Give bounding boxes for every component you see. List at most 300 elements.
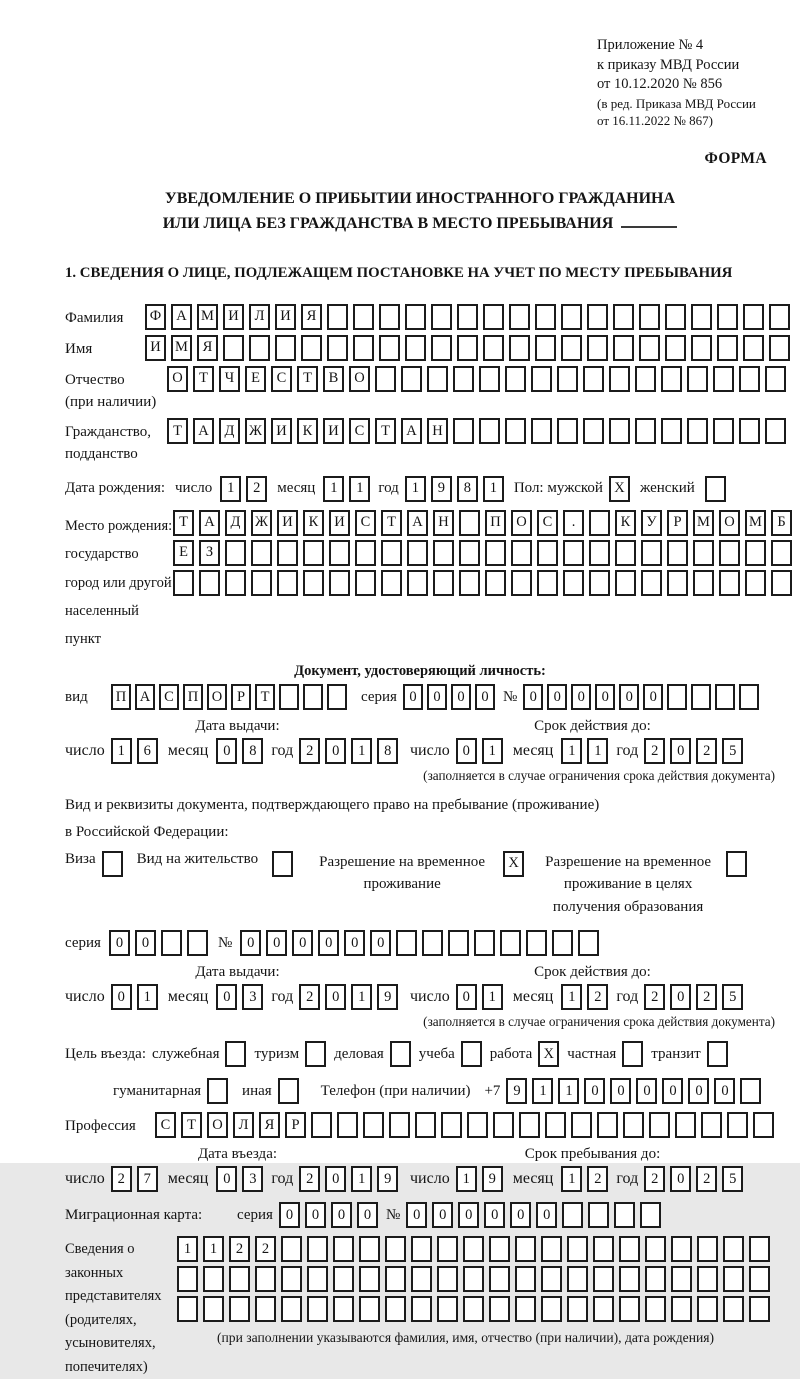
char-cell[interactable]	[671, 1296, 692, 1322]
char-cell[interactable]	[562, 1202, 583, 1228]
char-cell[interactable]	[609, 418, 630, 444]
char-cell[interactable]: Т	[297, 366, 318, 392]
char-cell[interactable]: .	[563, 510, 584, 536]
char-cell[interactable]	[437, 1266, 458, 1292]
char-cell[interactable]: П	[111, 684, 131, 710]
char-cell[interactable]: 1	[561, 1166, 582, 1192]
char-cell[interactable]	[457, 304, 478, 330]
char-cell[interactable]	[593, 1296, 614, 1322]
char-cell[interactable]	[526, 930, 547, 956]
char-cell[interactable]	[563, 540, 584, 566]
char-cell[interactable]: 0	[456, 984, 477, 1010]
char-cell[interactable]	[691, 335, 712, 361]
char-cell[interactable]: 9	[377, 1166, 398, 1192]
char-cell[interactable]	[229, 1296, 250, 1322]
purpose-commercial-checkbox[interactable]	[390, 1041, 411, 1067]
purpose-study-checkbox[interactable]	[461, 1041, 482, 1067]
char-cell[interactable]	[353, 304, 374, 330]
char-cell[interactable]: 0	[135, 930, 156, 956]
char-cell[interactable]	[640, 1202, 661, 1228]
char-cell[interactable]: 1	[349, 476, 370, 502]
char-cell[interactable]	[485, 540, 506, 566]
char-cell[interactable]	[687, 418, 708, 444]
char-cell[interactable]: 2	[299, 738, 320, 764]
char-cell[interactable]: 1	[482, 738, 503, 764]
char-cell[interactable]	[255, 1296, 276, 1322]
char-cell[interactable]	[187, 930, 208, 956]
char-cell[interactable]: 2	[696, 1166, 717, 1192]
char-cell[interactable]	[641, 570, 662, 596]
char-cell[interactable]	[177, 1266, 198, 1292]
char-cell[interactable]: 1	[351, 1166, 372, 1192]
char-cell[interactable]	[597, 1112, 618, 1138]
char-cell[interactable]: 0	[109, 930, 130, 956]
char-cell[interactable]	[613, 304, 634, 330]
char-cell[interactable]	[463, 1236, 484, 1262]
char-cell[interactable]	[535, 335, 556, 361]
char-cell[interactable]: 0	[370, 930, 391, 956]
char-cell[interactable]	[303, 684, 323, 710]
char-cell[interactable]	[571, 1112, 592, 1138]
char-cell[interactable]: 8	[242, 738, 263, 764]
char-cell[interactable]	[671, 1266, 692, 1292]
char-cell[interactable]	[588, 1202, 609, 1228]
char-cell[interactable]	[613, 335, 634, 361]
char-cell[interactable]	[251, 570, 272, 596]
char-cell[interactable]	[531, 366, 552, 392]
char-cell[interactable]	[281, 1236, 302, 1262]
char-cell[interactable]: 0	[344, 930, 365, 956]
char-cell[interactable]	[717, 335, 738, 361]
visa-checkbox[interactable]	[102, 851, 123, 877]
char-cell[interactable]	[500, 930, 521, 956]
char-cell[interactable]: 9	[431, 476, 452, 502]
char-cell[interactable]: М	[745, 510, 766, 536]
char-cell[interactable]	[467, 1112, 488, 1138]
char-cell[interactable]	[355, 540, 376, 566]
char-cell[interactable]	[545, 1112, 566, 1138]
char-cell[interactable]	[511, 570, 532, 596]
char-cell[interactable]: 0	[458, 1202, 479, 1228]
char-cell[interactable]: Я	[301, 304, 322, 330]
char-cell[interactable]: 2	[229, 1236, 250, 1262]
char-cell[interactable]: 0	[636, 1078, 657, 1104]
char-cell[interactable]: И	[277, 510, 298, 536]
char-cell[interactable]: 5	[722, 738, 743, 764]
char-cell[interactable]: 2	[299, 1166, 320, 1192]
char-cell[interactable]: 0	[610, 1078, 631, 1104]
char-cell[interactable]	[303, 540, 324, 566]
char-cell[interactable]	[329, 570, 350, 596]
char-cell[interactable]: Т	[181, 1112, 202, 1138]
char-cell[interactable]	[727, 1112, 748, 1138]
purpose-transit-checkbox[interactable]	[707, 1041, 728, 1067]
char-cell[interactable]: 0	[111, 984, 132, 1010]
char-cell[interactable]	[671, 1236, 692, 1262]
char-cell[interactable]	[379, 304, 400, 330]
char-cell[interactable]	[229, 1266, 250, 1292]
char-cell[interactable]: 9	[377, 984, 398, 1010]
char-cell[interactable]	[281, 1296, 302, 1322]
char-cell[interactable]	[561, 335, 582, 361]
char-cell[interactable]: 0	[643, 684, 663, 710]
char-cell[interactable]	[405, 335, 426, 361]
char-cell[interactable]	[567, 1296, 588, 1322]
char-cell[interactable]	[723, 1236, 744, 1262]
char-cell[interactable]	[333, 1296, 354, 1322]
char-cell[interactable]	[411, 1296, 432, 1322]
char-cell[interactable]: Л	[249, 304, 270, 330]
char-cell[interactable]	[639, 335, 660, 361]
char-cell[interactable]: 0	[406, 1202, 427, 1228]
char-cell[interactable]	[448, 930, 469, 956]
char-cell[interactable]	[355, 570, 376, 596]
char-cell[interactable]	[589, 570, 610, 596]
char-cell[interactable]: 0	[305, 1202, 326, 1228]
char-cell[interactable]: 1	[561, 738, 582, 764]
char-cell[interactable]: Т	[173, 510, 194, 536]
char-cell[interactable]	[743, 304, 764, 330]
char-cell[interactable]	[723, 1266, 744, 1292]
char-cell[interactable]: О	[167, 366, 188, 392]
char-cell[interactable]	[161, 930, 182, 956]
char-cell[interactable]	[645, 1296, 666, 1322]
char-cell[interactable]	[479, 366, 500, 392]
char-cell[interactable]: 1	[561, 984, 582, 1010]
char-cell[interactable]	[583, 366, 604, 392]
char-cell[interactable]: 0	[325, 738, 346, 764]
char-cell[interactable]	[441, 1112, 462, 1138]
char-cell[interactable]	[203, 1266, 224, 1292]
char-cell[interactable]	[557, 366, 578, 392]
char-cell[interactable]	[765, 366, 786, 392]
char-cell[interactable]: 3	[242, 1166, 263, 1192]
char-cell[interactable]: Н	[433, 510, 454, 536]
char-cell[interactable]	[505, 418, 526, 444]
char-cell[interactable]: Р	[231, 684, 251, 710]
char-cell[interactable]	[717, 304, 738, 330]
char-cell[interactable]: О	[207, 684, 227, 710]
char-cell[interactable]	[519, 1112, 540, 1138]
char-cell[interactable]: Ф	[145, 304, 166, 330]
char-cell[interactable]	[275, 335, 296, 361]
char-cell[interactable]	[359, 1296, 380, 1322]
char-cell[interactable]	[635, 366, 656, 392]
char-cell[interactable]: К	[303, 510, 324, 536]
char-cell[interactable]: С	[155, 1112, 176, 1138]
char-cell[interactable]	[415, 1112, 436, 1138]
char-cell[interactable]	[649, 1112, 670, 1138]
char-cell[interactable]	[483, 304, 504, 330]
char-cell[interactable]	[537, 540, 558, 566]
char-cell[interactable]: 1	[323, 476, 344, 502]
char-cell[interactable]: 1	[351, 738, 372, 764]
char-cell[interactable]	[771, 570, 792, 596]
char-cell[interactable]	[567, 1236, 588, 1262]
char-cell[interactable]	[619, 1236, 640, 1262]
char-cell[interactable]: 1	[137, 984, 158, 1010]
char-cell[interactable]	[687, 366, 708, 392]
char-cell[interactable]: С	[271, 366, 292, 392]
char-cell[interactable]: М	[197, 304, 218, 330]
char-cell[interactable]	[691, 304, 712, 330]
char-cell[interactable]	[385, 1296, 406, 1322]
char-cell[interactable]: 2	[696, 738, 717, 764]
char-cell[interactable]	[327, 335, 348, 361]
char-cell[interactable]: И	[271, 418, 292, 444]
char-cell[interactable]	[665, 335, 686, 361]
char-cell[interactable]: 7	[137, 1166, 158, 1192]
char-cell[interactable]: 1	[483, 476, 504, 502]
char-cell[interactable]: 0	[510, 1202, 531, 1228]
sex-male-checkbox[interactable]: X	[609, 476, 630, 502]
char-cell[interactable]: 2	[644, 738, 665, 764]
char-cell[interactable]	[753, 1112, 774, 1138]
purpose-business-checkbox[interactable]	[225, 1041, 246, 1067]
char-cell[interactable]	[433, 540, 454, 566]
char-cell[interactable]: Ч	[219, 366, 240, 392]
purpose-work-checkbox[interactable]: X	[538, 1041, 559, 1067]
temp-residence-education-checkbox[interactable]	[726, 851, 747, 877]
char-cell[interactable]: И	[275, 304, 296, 330]
char-cell[interactable]: И	[323, 418, 344, 444]
char-cell[interactable]: 1	[405, 476, 426, 502]
char-cell[interactable]	[381, 540, 402, 566]
char-cell[interactable]	[593, 1266, 614, 1292]
char-cell[interactable]	[661, 418, 682, 444]
char-cell[interactable]	[743, 335, 764, 361]
purpose-humanitarian-checkbox[interactable]	[207, 1078, 228, 1104]
temp-residence-checkbox[interactable]: X	[503, 851, 524, 877]
char-cell[interactable]: Р	[285, 1112, 306, 1138]
char-cell[interactable]	[515, 1296, 536, 1322]
char-cell[interactable]: 0	[547, 684, 567, 710]
char-cell[interactable]	[541, 1296, 562, 1322]
char-cell[interactable]: 0	[325, 984, 346, 1010]
char-cell[interactable]	[389, 1112, 410, 1138]
char-cell[interactable]	[645, 1236, 666, 1262]
char-cell[interactable]: П	[183, 684, 203, 710]
char-cell[interactable]	[363, 1112, 384, 1138]
char-cell[interactable]	[723, 1296, 744, 1322]
char-cell[interactable]	[251, 540, 272, 566]
char-cell[interactable]: А	[171, 304, 192, 330]
char-cell[interactable]	[203, 1296, 224, 1322]
char-cell[interactable]	[589, 510, 610, 536]
char-cell[interactable]: Т	[167, 418, 188, 444]
char-cell[interactable]	[697, 1236, 718, 1262]
char-cell[interactable]	[541, 1236, 562, 1262]
char-cell[interactable]: З	[199, 540, 220, 566]
char-cell[interactable]	[739, 684, 759, 710]
char-cell[interactable]	[427, 366, 448, 392]
char-cell[interactable]	[401, 366, 422, 392]
char-cell[interactable]: И	[223, 304, 244, 330]
char-cell[interactable]: 0	[216, 738, 237, 764]
char-cell[interactable]	[459, 510, 480, 536]
char-cell[interactable]: 1	[456, 1166, 477, 1192]
char-cell[interactable]: О	[719, 510, 740, 536]
char-cell[interactable]	[619, 1266, 640, 1292]
char-cell[interactable]	[329, 540, 350, 566]
char-cell[interactable]: 0	[475, 684, 495, 710]
char-cell[interactable]	[515, 1266, 536, 1292]
char-cell[interactable]	[583, 418, 604, 444]
char-cell[interactable]: 0	[266, 930, 287, 956]
char-cell[interactable]	[459, 540, 480, 566]
char-cell[interactable]	[307, 1296, 328, 1322]
char-cell[interactable]	[635, 418, 656, 444]
char-cell[interactable]: 8	[457, 476, 478, 502]
char-cell[interactable]: 0	[523, 684, 543, 710]
char-cell[interactable]: С	[159, 684, 179, 710]
char-cell[interactable]	[749, 1236, 770, 1262]
char-cell[interactable]	[697, 1296, 718, 1322]
char-cell[interactable]	[327, 684, 347, 710]
char-cell[interactable]	[511, 540, 532, 566]
char-cell[interactable]: Т	[375, 418, 396, 444]
char-cell[interactable]	[667, 540, 688, 566]
char-cell[interactable]: 2	[696, 984, 717, 1010]
char-cell[interactable]	[493, 1112, 514, 1138]
char-cell[interactable]	[199, 570, 220, 596]
char-cell[interactable]	[578, 930, 599, 956]
char-cell[interactable]	[277, 540, 298, 566]
char-cell[interactable]	[615, 570, 636, 596]
char-cell[interactable]	[561, 304, 582, 330]
char-cell[interactable]: А	[193, 418, 214, 444]
char-cell[interactable]: А	[135, 684, 155, 710]
char-cell[interactable]: 2	[299, 984, 320, 1010]
char-cell[interactable]	[715, 684, 735, 710]
char-cell[interactable]	[739, 366, 760, 392]
char-cell[interactable]	[587, 335, 608, 361]
char-cell[interactable]	[537, 570, 558, 596]
char-cell[interactable]	[249, 335, 270, 361]
sex-female-checkbox[interactable]	[705, 476, 726, 502]
char-cell[interactable]	[301, 335, 322, 361]
char-cell[interactable]: С	[349, 418, 370, 444]
char-cell[interactable]	[749, 1266, 770, 1292]
char-cell[interactable]: 0	[318, 930, 339, 956]
char-cell[interactable]	[557, 418, 578, 444]
char-cell[interactable]	[311, 1112, 332, 1138]
char-cell[interactable]: Я	[197, 335, 218, 361]
char-cell[interactable]: 0	[240, 930, 261, 956]
char-cell[interactable]	[459, 570, 480, 596]
char-cell[interactable]: 2	[587, 1166, 608, 1192]
char-cell[interactable]	[327, 304, 348, 330]
char-cell[interactable]: П	[485, 510, 506, 536]
char-cell[interactable]	[531, 418, 552, 444]
char-cell[interactable]: 1	[532, 1078, 553, 1104]
char-cell[interactable]: 9	[506, 1078, 527, 1104]
char-cell[interactable]: 5	[722, 1166, 743, 1192]
char-cell[interactable]: С	[537, 510, 558, 536]
char-cell[interactable]: А	[407, 510, 428, 536]
char-cell[interactable]: 1	[111, 738, 132, 764]
char-cell[interactable]	[665, 304, 686, 330]
char-cell[interactable]	[337, 1112, 358, 1138]
char-cell[interactable]: 0	[484, 1202, 505, 1228]
char-cell[interactable]: 0	[331, 1202, 352, 1228]
char-cell[interactable]: 0	[456, 738, 477, 764]
char-cell[interactable]	[457, 335, 478, 361]
char-cell[interactable]: 0	[662, 1078, 683, 1104]
char-cell[interactable]	[769, 335, 790, 361]
char-cell[interactable]: 0	[584, 1078, 605, 1104]
char-cell[interactable]: 0	[427, 684, 447, 710]
char-cell[interactable]: 1	[482, 984, 503, 1010]
char-cell[interactable]	[463, 1266, 484, 1292]
char-cell[interactable]: 0	[432, 1202, 453, 1228]
char-cell[interactable]	[675, 1112, 696, 1138]
char-cell[interactable]: М	[693, 510, 714, 536]
char-cell[interactable]	[437, 1296, 458, 1322]
char-cell[interactable]: 0	[451, 684, 471, 710]
char-cell[interactable]: 0	[688, 1078, 709, 1104]
char-cell[interactable]: Д	[219, 418, 240, 444]
char-cell[interactable]: 2	[255, 1236, 276, 1262]
char-cell[interactable]: 1	[203, 1236, 224, 1262]
char-cell[interactable]	[515, 1236, 536, 1262]
char-cell[interactable]: 1	[220, 476, 241, 502]
char-cell[interactable]	[645, 1266, 666, 1292]
char-cell[interactable]	[701, 1112, 722, 1138]
char-cell[interactable]	[474, 930, 495, 956]
char-cell[interactable]	[593, 1236, 614, 1262]
char-cell[interactable]	[359, 1266, 380, 1292]
char-cell[interactable]	[303, 570, 324, 596]
char-cell[interactable]: 0	[571, 684, 591, 710]
char-cell[interactable]	[485, 570, 506, 596]
char-cell[interactable]	[381, 570, 402, 596]
char-cell[interactable]	[719, 570, 740, 596]
char-cell[interactable]	[453, 366, 474, 392]
char-cell[interactable]	[639, 304, 660, 330]
char-cell[interactable]	[489, 1296, 510, 1322]
char-cell[interactable]: А	[199, 510, 220, 536]
char-cell[interactable]	[541, 1266, 562, 1292]
char-cell[interactable]	[552, 930, 573, 956]
char-cell[interactable]	[615, 540, 636, 566]
char-cell[interactable]	[379, 335, 400, 361]
char-cell[interactable]: 0	[714, 1078, 735, 1104]
char-cell[interactable]	[765, 418, 786, 444]
char-cell[interactable]: 2	[644, 1166, 665, 1192]
char-cell[interactable]: 0	[595, 684, 615, 710]
char-cell[interactable]: С	[355, 510, 376, 536]
char-cell[interactable]	[745, 540, 766, 566]
char-cell[interactable]	[177, 1296, 198, 1322]
char-cell[interactable]	[769, 304, 790, 330]
char-cell[interactable]: Т	[381, 510, 402, 536]
char-cell[interactable]	[693, 570, 714, 596]
char-cell[interactable]	[641, 540, 662, 566]
char-cell[interactable]: 0	[403, 684, 423, 710]
char-cell[interactable]: 0	[619, 684, 639, 710]
char-cell[interactable]	[740, 1078, 761, 1104]
char-cell[interactable]: 1	[177, 1236, 198, 1262]
char-cell[interactable]: В	[323, 366, 344, 392]
purpose-private-checkbox[interactable]	[622, 1041, 643, 1067]
char-cell[interactable]: 0	[216, 984, 237, 1010]
char-cell[interactable]: Ж	[251, 510, 272, 536]
char-cell[interactable]	[411, 1266, 432, 1292]
char-cell[interactable]	[623, 1112, 644, 1138]
char-cell[interactable]: 0	[325, 1166, 346, 1192]
char-cell[interactable]	[333, 1266, 354, 1292]
